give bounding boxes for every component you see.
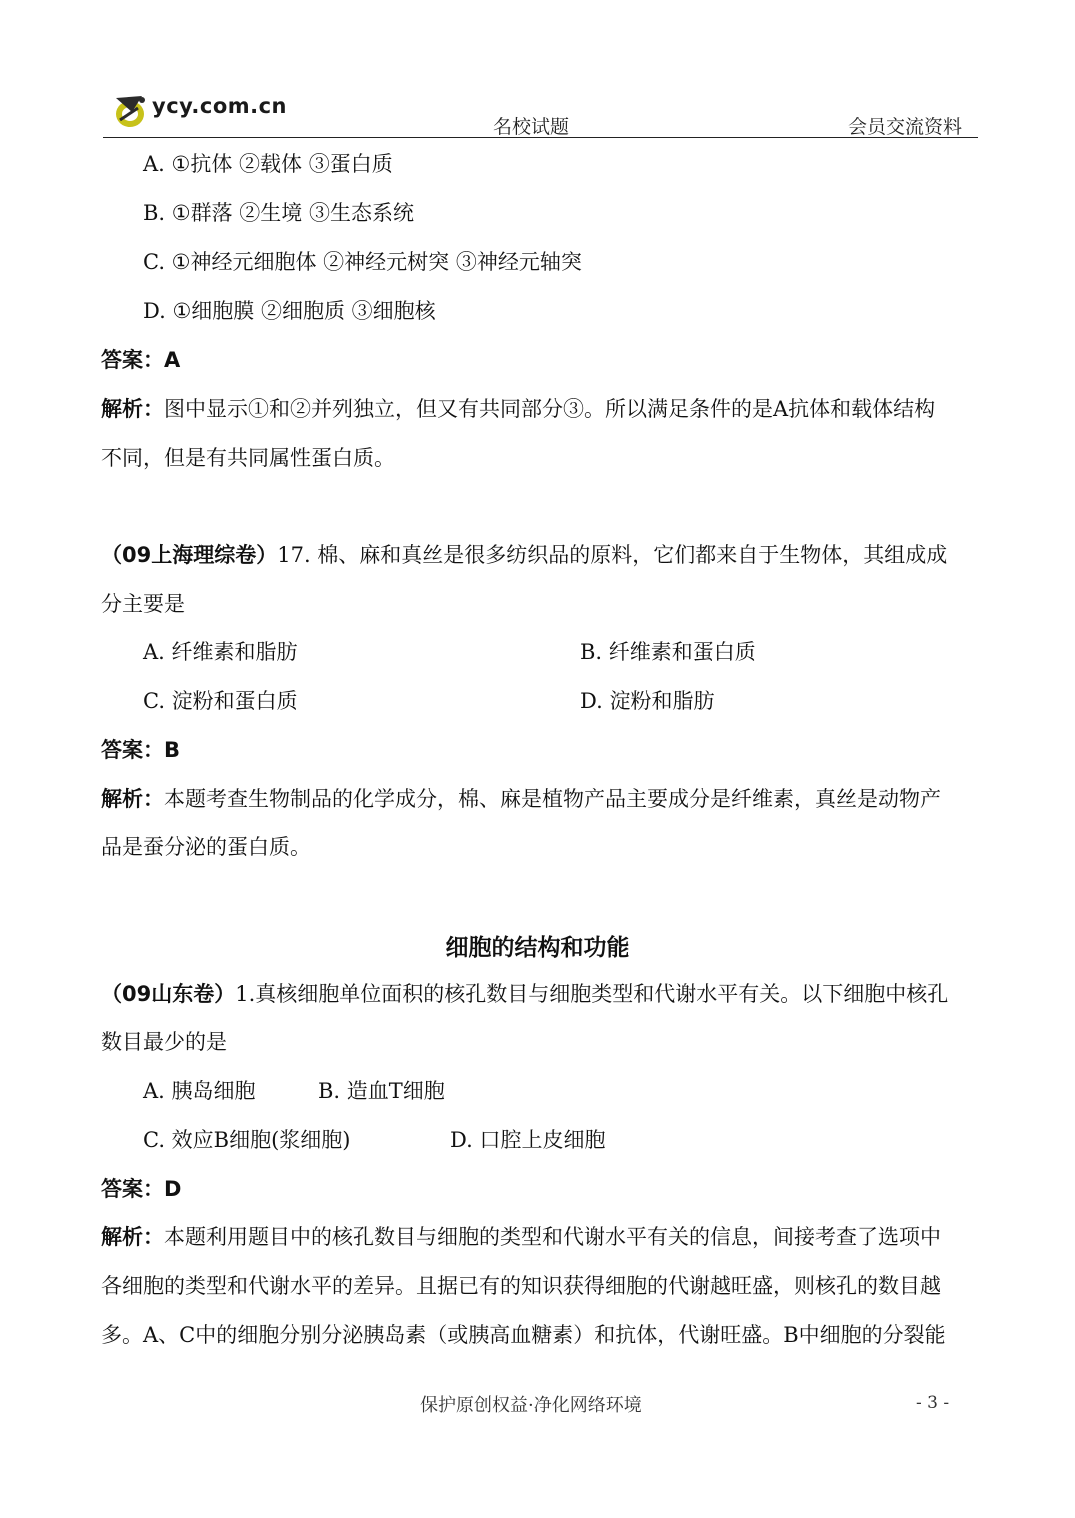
- footer-slogan: 保护原创权益·净化网络环境: [420, 1395, 642, 1416]
- analysis-line: [101, 394, 935, 424]
- section-title: 细胞的结构和功能: [445, 935, 630, 961]
- analysis-text: 图中显示①和②并列独立，但又有共同部分③。所以满足条件的是A抗体和载体结构: [164, 397, 936, 421]
- option-d: D. 口腔上皮细胞: [450, 1128, 606, 1152]
- answer-value: A: [164, 348, 181, 372]
- analysis-text-continued: 不同，但是有共同属性蛋白质。: [101, 446, 395, 470]
- question-stem-continued: 数目最少的是: [101, 1030, 227, 1054]
- logo-text: ycy.com.cn: [152, 94, 288, 118]
- question-source: （09上海理综卷）: [101, 543, 278, 567]
- answer-line: [101, 735, 180, 765]
- analysis-line: [101, 1222, 941, 1252]
- analysis-label: 解析：: [101, 397, 164, 421]
- question-source: （09山东卷）: [101, 982, 236, 1006]
- answer-label: 答案：: [101, 738, 164, 762]
- answer-label: 答案：: [101, 348, 164, 372]
- grasshopper-logo-icon: [112, 90, 152, 132]
- question-stem-text: 17. 棉、麻和真丝是很多纺织品的原料，它们都来自于生物体，其组成成: [277, 543, 948, 567]
- question-stem-text: 1.真核细胞单位面积的核孔数目与细胞类型和代谢水平有关。以下细胞中核孔: [235, 982, 949, 1006]
- option-a: A. 胰岛细胞: [143, 1079, 256, 1103]
- page-number: - 3 -: [916, 1393, 950, 1413]
- site-logo[interactable]: [112, 90, 288, 132]
- analysis-text-continued: 品是蚕分泌的蛋白质。: [101, 835, 311, 859]
- option-a: A. 纤维素和脂肪: [143, 640, 298, 664]
- header-center-text: 名校试题: [493, 116, 570, 138]
- option-c: C. ①神经元细胞体 ②神经元树突 ③神经元轴突: [143, 250, 582, 274]
- header-right-text: 会员交流资料: [848, 116, 963, 138]
- option-a: A. ①抗体 ②载体 ③蛋白质: [143, 152, 393, 176]
- analysis-text-continued: 各细胞的类型和代谢水平的差异。且据已有的知识获得细胞的代谢越旺盛，则核孔的数目越: [101, 1274, 941, 1298]
- option-d: D. ①细胞膜 ②细胞质 ③细胞核: [143, 299, 436, 323]
- answer-value: D: [164, 1177, 182, 1201]
- option-b: B. ①群落 ②生境 ③生态系统: [143, 201, 414, 225]
- option-b: B. 造血T细胞: [318, 1079, 445, 1103]
- analysis-text-continued: 多。A、C中的细胞分别分泌胰岛素（或胰高血糖素）和抗体，代谢旺盛。B中细胞的分裂能: [101, 1323, 946, 1347]
- analysis-text: 本题利用题目中的核孔数目与细胞的类型和代谢水平有关的信息，间接考查了选项中: [164, 1225, 941, 1249]
- analysis-text: 本题考查生物制品的化学成分，棉、麻是植物产品主要成分是纤维素，真丝是动物产: [164, 787, 941, 811]
- answer-label: 答案：: [101, 1177, 164, 1201]
- answer-line: [101, 345, 180, 375]
- question-stem-continued: 分主要是: [101, 592, 185, 616]
- analysis-label: 解析：: [101, 787, 164, 811]
- option-b: B. 纤维素和蛋白质: [580, 640, 756, 664]
- question-stem: [101, 540, 947, 570]
- analysis-line: [101, 784, 941, 814]
- header-divider: [103, 137, 978, 138]
- option-c: C. 淀粉和蛋白质: [143, 689, 298, 713]
- option-c: C. 效应B细胞(浆细胞): [143, 1128, 351, 1152]
- option-d: D. 淀粉和脂肪: [580, 689, 715, 713]
- analysis-label: 解析：: [101, 1225, 164, 1249]
- answer-line: [101, 1174, 181, 1204]
- question-stem: [101, 979, 948, 1009]
- answer-value: B: [164, 738, 181, 762]
